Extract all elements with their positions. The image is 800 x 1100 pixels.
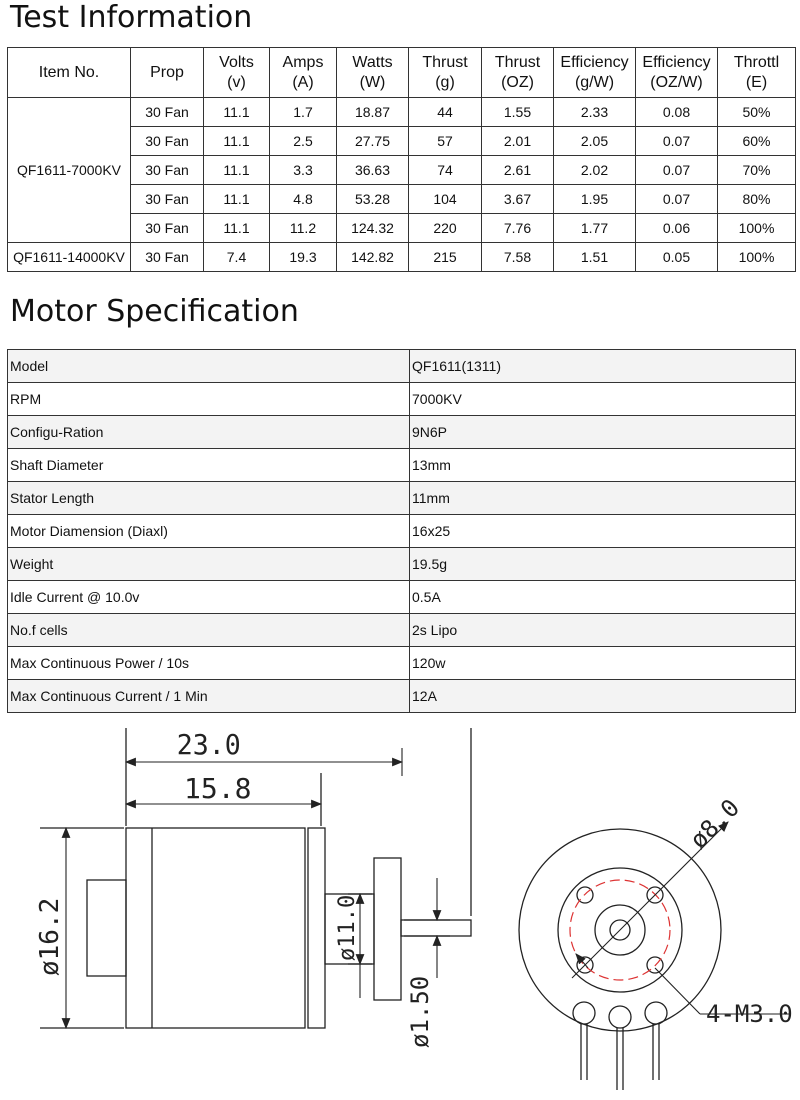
spec-row — [8, 449, 796, 482]
column-header-line2: (OZ/W) — [650, 73, 703, 91]
table-cell: 18.87 — [337, 98, 409, 127]
column-header — [337, 48, 409, 98]
table-cell: 11.2 — [270, 214, 337, 243]
table-cell: 30 Fan — [131, 214, 204, 243]
spec-label: Model — [8, 350, 410, 383]
table-cell: 7.4 — [204, 243, 270, 272]
table-cell: 124.32 — [337, 214, 409, 243]
table-cell: 100% — [718, 243, 796, 272]
motor-front-plate — [308, 828, 325, 1028]
motor-rear-boss — [87, 880, 126, 976]
spec-value: 9N6P — [410, 416, 796, 449]
table-cell: 19.3 — [270, 243, 337, 272]
table-cell: 36.63 — [337, 156, 409, 185]
column-header — [636, 48, 718, 98]
column-header — [8, 48, 131, 98]
spec-label: RPM — [8, 383, 410, 416]
table-row — [8, 98, 796, 127]
spec-row — [8, 383, 796, 416]
table-header-row — [8, 48, 796, 98]
item-number-cell: QF1611-14000KV — [8, 243, 131, 272]
spec-label: Shaft Diameter — [8, 449, 410, 482]
column-header — [554, 48, 636, 98]
column-header — [482, 48, 554, 98]
terminal-middle — [609, 1006, 631, 1028]
motor-shaft — [401, 920, 471, 936]
motor-specification-title: Motor Specification — [10, 294, 299, 329]
table-cell: 215 — [409, 243, 482, 272]
column-header-line2: (A) — [292, 73, 314, 91]
motor-specification-table — [7, 349, 796, 713]
column-header — [270, 48, 337, 98]
table-cell: 2.61 — [482, 156, 554, 185]
motor-dimension-drawing — [0, 718, 800, 1100]
table-cell: 2.05 — [554, 127, 636, 156]
spec-value: 120w — [410, 647, 796, 680]
table-cell: 2.02 — [554, 156, 636, 185]
spec-label: No.f cells — [8, 614, 410, 647]
table-cell: 11.1 — [204, 156, 270, 185]
table-cell: 11.1 — [204, 98, 270, 127]
spec-row — [8, 416, 796, 449]
terminal-right — [645, 1002, 667, 1024]
table-row — [8, 243, 796, 272]
spec-label: Max Continuous Power / 10s — [8, 647, 410, 680]
dim-total-length: 23.0 — [176, 729, 241, 762]
column-header-line1: Throttl — [733, 53, 780, 71]
table-cell: 0.05 — [636, 243, 718, 272]
spec-label: Idle Current @ 10.0v — [8, 581, 410, 614]
column-header-line1: Prop — [150, 63, 184, 81]
table-cell: 1.7 — [270, 98, 337, 127]
column-header — [409, 48, 482, 98]
column-header — [204, 48, 270, 98]
table-cell: 57 — [409, 127, 482, 156]
table-cell: 30 Fan — [131, 243, 204, 272]
column-header-line2: (v) — [227, 73, 246, 91]
table-cell: 70% — [718, 156, 796, 185]
column-header — [718, 48, 796, 98]
column-header-line1: Thrust — [422, 53, 468, 71]
table-cell: 80% — [718, 185, 796, 214]
spec-row — [8, 548, 796, 581]
column-header-line1: Volts — [219, 53, 254, 71]
table-cell: 0.07 — [636, 185, 718, 214]
spec-label: Weight — [8, 548, 410, 581]
dim-bolt-circle: ø8.0 — [684, 793, 746, 855]
spec-label: Configu-Ration — [8, 416, 410, 449]
table-cell: 142.82 — [337, 243, 409, 272]
spec-value: 19.5g — [410, 548, 796, 581]
spec-value: 13mm — [410, 449, 796, 482]
column-header-line1: Item No. — [38, 63, 100, 81]
spec-value: 2s Lipo — [410, 614, 796, 647]
spec-row — [8, 482, 796, 515]
column-header-line2: (W) — [359, 73, 386, 91]
spec-row — [8, 647, 796, 680]
item-number-cell: QF1611-7000KV — [8, 98, 131, 243]
spec-row — [8, 614, 796, 647]
column-header-line2: (E) — [745, 73, 768, 91]
table-cell: 2.01 — [482, 127, 554, 156]
terminal-left — [573, 1002, 595, 1024]
column-header — [131, 48, 204, 98]
column-header-line1: Watts — [352, 53, 393, 71]
motor-mount-flange — [374, 858, 401, 1000]
spec-label: Max Continuous Current / 1 Min — [8, 680, 410, 713]
spec-value: 12A — [410, 680, 796, 713]
spec-value: 16x25 — [410, 515, 796, 548]
spec-row — [8, 515, 796, 548]
table-cell: 30 Fan — [131, 185, 204, 214]
spec-label: Stator Length — [8, 482, 410, 515]
table-cell: 27.75 — [337, 127, 409, 156]
dim-mount-holes: 4-M3.0 — [706, 1000, 793, 1028]
spec-label: Motor Diamension (Diaxl) — [8, 515, 410, 548]
column-header-line1: Thrust — [494, 53, 541, 71]
dim-hub-diameter: ø11.0 — [335, 894, 360, 961]
column-header-line2: (OZ) — [501, 73, 534, 91]
table-cell: 1.51 — [554, 243, 636, 272]
table-cell: 220 — [409, 214, 482, 243]
spec-value: 0.5A — [410, 581, 796, 614]
spec-value: QF1611(1311) — [410, 350, 796, 383]
table-cell: 3.67 — [482, 185, 554, 214]
table-cell: 1.55 — [482, 98, 554, 127]
column-header-line1: Efficiency — [560, 53, 629, 71]
dim-shaft-diameter: ø1.50 — [406, 975, 434, 1048]
spec-value: 7000KV — [410, 383, 796, 416]
table-cell: 60% — [718, 127, 796, 156]
table-cell: 2.5 — [270, 127, 337, 156]
column-header-line2: (g/W) — [574, 73, 615, 91]
table-cell: 7.76 — [482, 214, 554, 243]
table-cell: 30 Fan — [131, 156, 204, 185]
dim-body-length: 15.8 — [184, 772, 252, 805]
spec-row — [8, 350, 796, 383]
column-header-line1: Amps — [282, 53, 324, 71]
table-cell: 0.08 — [636, 98, 718, 127]
test-information-table — [7, 47, 796, 272]
table-cell: 0.07 — [636, 156, 718, 185]
table-cell: 50% — [718, 98, 796, 127]
table-cell: 3.3 — [270, 156, 337, 185]
table-cell: 53.28 — [337, 185, 409, 214]
table-cell: 30 Fan — [131, 98, 204, 127]
table-cell: 7.58 — [482, 243, 554, 272]
motor-body-outline — [126, 828, 305, 1028]
spec-row — [8, 581, 796, 614]
table-cell: 0.06 — [636, 214, 718, 243]
table-cell: 30 Fan — [131, 127, 204, 156]
table-cell: 1.77 — [554, 214, 636, 243]
table-cell: 44 — [409, 98, 482, 127]
test-information-title: Test Information — [10, 0, 253, 35]
table-cell: 100% — [718, 214, 796, 243]
table-cell: 74 — [409, 156, 482, 185]
dim-body-diameter: ø16.2 — [35, 897, 65, 976]
table-cell: 2.33 — [554, 98, 636, 127]
table-cell: 0.07 — [636, 127, 718, 156]
table-cell: 11.1 — [204, 185, 270, 214]
table-cell: 11.1 — [204, 214, 270, 243]
column-header-line1: Efficiency — [642, 53, 711, 71]
table-cell: 11.1 — [204, 127, 270, 156]
column-header-line2: (g) — [435, 73, 455, 91]
spec-row — [8, 680, 796, 713]
spec-value: 11mm — [410, 482, 796, 515]
table-cell: 104 — [409, 185, 482, 214]
table-cell: 4.8 — [270, 185, 337, 214]
table-cell: 1.95 — [554, 185, 636, 214]
